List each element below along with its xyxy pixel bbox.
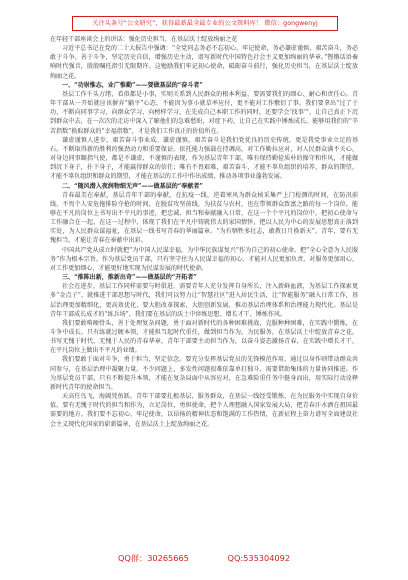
body-paragraph: 中国共产党从成立时就把“为中国人民谋幸福，为中华民族谋复兴”作为自己的初心使命。把“全心全意为人民服务”作为根本宗旨。作为基层党员干部，只有坚守住为人民谋幸福的初心，才能对人民更加负责，对服务更加用心，对工作更加细心，才能更好地实现为民谋发展的时代使命。 bbox=[50, 246, 358, 272]
header-banner[interactable]: 关注头条号“公文研究”，获得最新最全最专业的公文资料库！ 微信：gongwenyj bbox=[72, 16, 338, 31]
body-paragraph: 青春最美在奉献，基层青年干部的奉献，在抗疫一线，逆着寒风为群众核采集严上门检测的时间，在防汛前线，不畏个人安危拖排险夺抢的时间，在脱贫攻坚前线，为扶贫与农村，也在带领群众致富之路的每一个岗位。能够在平凡的岗位上书写出不平凡的事迹，把忠诚、担当和奉献融入日常，在这一个个平凡的岗位中，把初心使命与工作融合在一起，在这一过程中，体现了我们在平凡中铸就伟大的家国情怀，把以人民为中心的发展思想真正落到实处，为人民群众谋福祉，在基层一线书写青春的华丽篇章。“为有牺牲多壮志，敢教日月换新天”。青年，要有无愧担当，才能让青春在奉献中出彩。 bbox=[50, 191, 358, 245]
body-paragraph: 基层工作千头万绪，看似都是小事，实则关系到人民群众的根本利益，要需要我们的细心、耐心和责任心。青年干部从一开始就应该摒弃“躺平”心态，不能因为事小就草率应付，更不能对工作敷衍了事。我们要拿出“过了于功、不断向同事学习，向群众学习，向榜样学习，在先成自己本职工作的同时，还要学会‘找事’”，让自己真正下沉到群众中去，在一次次的走访中深入了解他们的急难愁盼，对症下药，让自己在实践中锤炼成长。能够用我们的“辛苦指数”换取群众的“幸福指数”，才是我们工作真正的价值所在。 bbox=[50, 90, 358, 135]
footer-qq-group: QQ群：30265665 bbox=[117, 553, 189, 563]
section-heading: 二、“随风潜入夜润物细无声”——做基层的“奉献者” bbox=[62, 182, 203, 190]
body-paragraph: 社会在进步，基层工作同样需要与时俱进，需要青年人充分发挥自身所长，注入新鲜血液，为基层工作探索更多“金点子”，就推进干部思想与时代，我们可以努力让“智慧社区”进入居民生活，让“智能服务”融入日常工作，基层治理更加精细化，更高效优化，要大胆改革探索，大胆创新发展，推动基层治理体系和治理能力现代化。基层是青年干部成长成才的“练兵场”，我们要在基层的沃土中淬炼思想、增长才干、锤炼作风。 bbox=[50, 283, 358, 318]
section-heading: 一、“功崇惟志，业广惟勤”——要做基层的“奋斗者” bbox=[62, 81, 203, 89]
body-paragraph: 我们要敢于面对斗争，勇于担当，坚定信念。要充分发挥基层党员的先锋模范作用，通过以身作则带动群众共同参与，在基层治理中凝聚力量。不少问题上，多发性问题很难依靠单打独斗，需要借助集体的力量协同推进。作为基层党员干部，只有不断提升本领，才能在复杂局面中从容应对，在急难险重任务中挺身而出，用实际行动诠释新时代青年的使命担当。 bbox=[50, 356, 358, 391]
body-paragraph: 天高任鸟飞，海阔凭鱼跃。青年干部要扎根基层、服务群众，在基层一线经受锻炼，在为民服务中实现自身价值。要有无愧于时代的担当和作为，立足岗位，勇担使命，把个人理想融入国家发展大局，把青春汗水洒在祖国最需要的地方。我们要不忘初心，牢记使命，以昂扬的精神状态和饱满的工作热情，在新征程上奋力谱写全面建设社会主义现代化国家的崭新篇章，在基层沃土上绽放绚丽之花。 bbox=[50, 393, 358, 428]
document-title-line: 在年轻干部座谈会上的讲话：强化历史担当，在基层沃土绽放绚丽之花 bbox=[50, 36, 238, 43]
document-body bbox=[50, 35, 358, 429]
body-paragraph: 习近平总书记在党的二十大报告中强调：“全党同志务必不忘初心、牢记使命，务必谦虚谨慎、艰苦奋斗，务必敢于斗争、善于斗争，坚定历史自信，增强历史主动，谱写新时代中国特色社会主义更加绚丽的华章。”铿锵话语奏响时代强音，殷殷嘱托指引无限期许。这勉励我们牢记初心使命，砥砺奋斗前行，强化历史担当，在基层沃土绽放绚丽之花。 bbox=[50, 45, 358, 80]
footer-qq: QQ:535304092 bbox=[227, 553, 291, 563]
body-paragraph: 谦虚谨慎人进步，艰苦奋斗事业成。谦虚谨慎，艰苦奋斗是我们党优良的历史传统，更是我党事业立足的基石。不断取得新的胜利的强劲动力和重要保证。依托能力强载在持调高，对工作勤拉应对，对人民群众满不关心，对身边同事颐指气使，都是不谦虚、不谨慎的表现，作为基层青年干部，唯有保持勤俭质朴的操守和作风，才能做到沉下身子，扑下身子，才能赢得群众的信任；唯有不畏艰难，艰苦奋斗，才能不辜负组织的培养、群众的期望，才能不辜负组织和群众的期望，才能在基层的工作中作出成绩，推动各项事业蓬勃发展。 bbox=[50, 136, 358, 181]
footer-contact bbox=[0, 553, 408, 564]
body-paragraph: 我们要敢啃硬骨头，善于处理复杂问题，勇于面对新时代的各种困难挑战，克服种种困难，在实践中锻炼，在斗争中成长。只有练就过硬本领，才能担当起时代重任，做到担当作为，为民服务，在基层沃土中绽放青春之花，书写无愧于时代、无愧于人民的青春华章。青年干部要主动担当作为，以奋斗姿态激扬青春，在实践中增长才干，在平凡岗位上做出不平凡的业绩。 bbox=[50, 319, 358, 355]
section-heading: 三、“推陈出新，推新出奇”——做基层的“开拓者” bbox=[62, 274, 197, 282]
